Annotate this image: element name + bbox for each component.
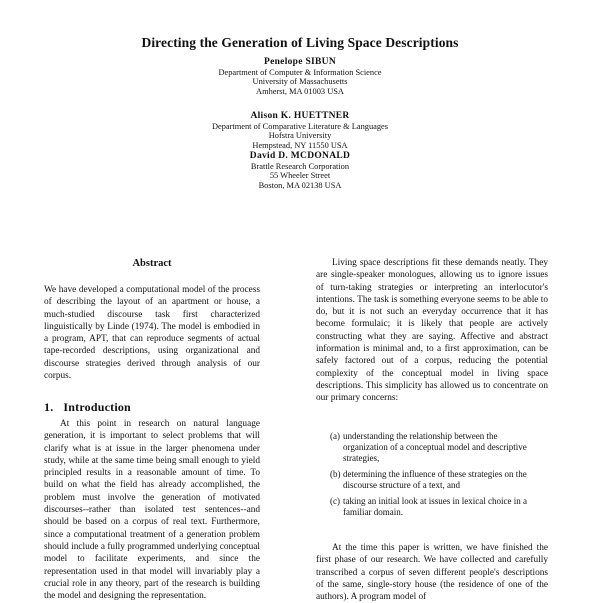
body-paragraph: At the time this paper is written, we have finished the first phase of our research. We have collected and carefully transcribed a corpus of seven different people's descriptions of the same, single-story house (the residence of one of the authors). A program model of: [316, 543, 548, 603]
author-first-name: Alison K.: [250, 111, 292, 121]
body-paragraph: Living space descriptions fit these demands neatly. They are single-speaker monologues, allowing us to ignore issues of turn-taking strategies or interpreting an interlocutor's intentions. The task is something everyone seems to be able to do, but it is not such an everyday occurrence that it has become formulaic; it is likely that people are actively constructing what they are saying. Affective and abstract information is minimal and, to a first approximation, can be safely factored out of a corpus, reducing the potential complexity of the conceptual model in living space descriptions. This simplicity has allowed us to concentrate on our primary concerns:: [316, 258, 548, 404]
author-affiliation-line: Department of Comparative Literature & Languages: [211, 122, 389, 131]
author-block: [0, 151, 600, 190]
section-number: 1.: [44, 400, 54, 414]
list-item: [330, 469, 540, 491]
author-first-name: David D.: [249, 151, 289, 161]
author-affiliation-line: University of Massachusetts: [252, 77, 348, 87]
section-heading-introduction: [44, 400, 131, 415]
list-item-label: (a): [330, 431, 340, 441]
paper-title: Directing the Generation of Living Space Descriptions: [141, 35, 459, 50]
list-item-text: taking an initial look at issues in lexical choice in a familiar domain.: [343, 496, 527, 518]
abstract-body: We have developed a computational model of the process of describing the layout of an apartment or house, a much-studied discourse task first characterized linguistically by Linde (1974). The model is embodied in a program, APT, that can reproduce segments of actual tape-recorded descriptions, using organizational and discourse strategies derived through analysis of our corpus.: [44, 285, 260, 382]
author-first-name: Penelope: [263, 57, 303, 67]
list-item-label: (b): [330, 469, 341, 480]
list-item-text: understanding the relationship between the organization of a conceptual model and descriptive strategies,: [343, 431, 527, 464]
author-last-name: MCDONALD: [290, 151, 351, 161]
author-affiliation-line: Boston, MA 02138 USA: [258, 180, 342, 190]
concerns-list: [330, 431, 540, 523]
author-affiliation-line: Hempstead, NY 11550 USA: [252, 140, 348, 150]
author-name: [0, 57, 600, 68]
author-affiliation-line: Department of Computer & Information Science: [218, 68, 382, 77]
author-last-name: SIBUN: [305, 57, 337, 67]
list-item: [330, 496, 540, 518]
list-item: [330, 431, 540, 465]
author-affiliation-line: Brattle Research Corporation: [250, 162, 350, 171]
author-name: [0, 111, 600, 122]
introduction-body: At this point in research on natural language generation, it is important to select problems that will clarify what is at issue in the larger phenomena under study, while at the same time being small enough to yield principled results in a reasonable amount of time. To build on what the field has already accomplished, the problem must involve the generation of motivated discourses--rather than isolated test sentences--and should be based on a corpus of real text. Furthermore, since a computational treatment of a generation problem should include a fully programmed underlying conceptual model to facilitate experiments, and since the representation used in that model will invariably play a crucial role in any theory, part of the research is building the model and designing the representation.: [44, 419, 260, 602]
author-block: [0, 57, 600, 96]
author-affiliation-line: 55 Wheeler Street: [269, 171, 331, 181]
author-block: [0, 111, 600, 150]
list-item-text: determining the influence of these strategies on the discourse structure of a text, and: [343, 469, 527, 491]
author-last-name: HUETTNER: [293, 111, 350, 121]
list-item-label: (c): [330, 496, 340, 507]
author-name: [0, 151, 600, 162]
abstract-heading: Abstract: [132, 258, 172, 269]
author-affiliation-line: Amherst, MA 01003 USA: [256, 86, 344, 96]
author-affiliation-line: Hofstra University: [268, 131, 332, 141]
section-title: Introduction: [63, 400, 131, 414]
